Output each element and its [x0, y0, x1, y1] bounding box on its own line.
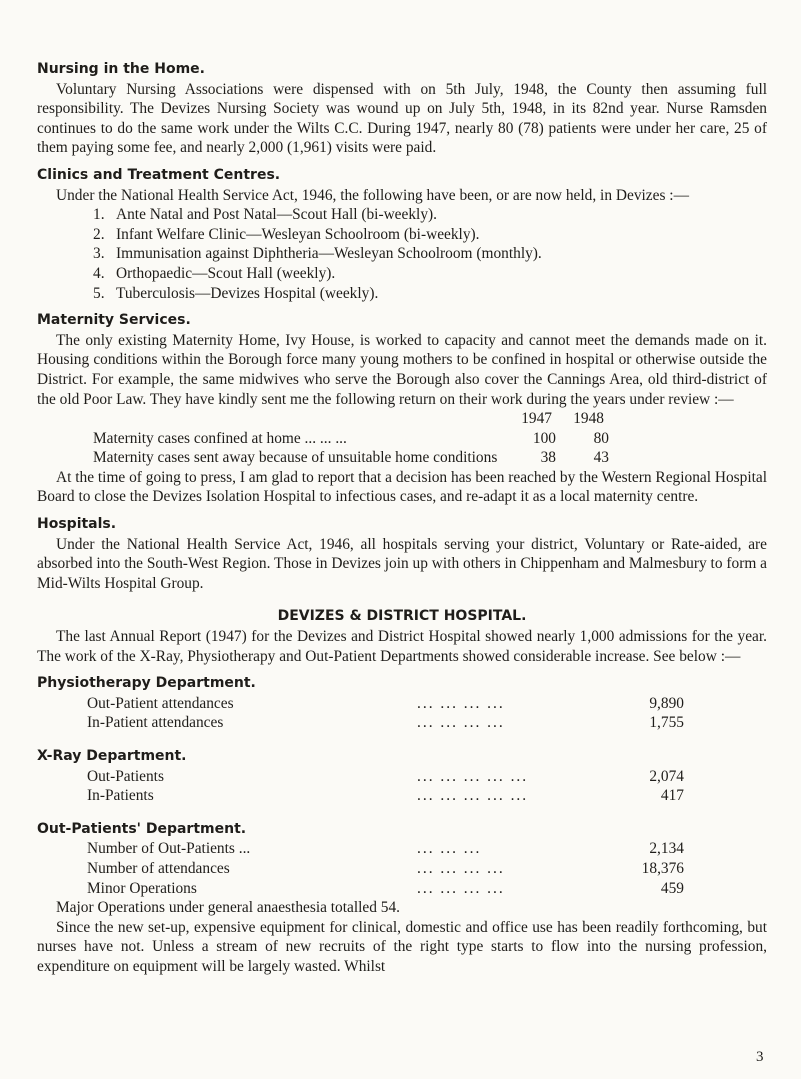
- table-row: In-Patients ... ... ... ... ... 417: [87, 787, 684, 805]
- page-number: 3: [756, 1049, 764, 1065]
- district-hospital-paragraph: The last Annual Report (1947) for the Devizes and District Hospital showed nearly 1,000 admissions for the year. The work of the X-Ray, Physiotherapy and Out-Patient Departments showed considerable increase. See below :—: [37, 628, 767, 665]
- nursing-heading: Nursing in the Home.: [37, 61, 205, 77]
- list-item: 2. Infant Welfare Clinic—Wesleyan Schoolroom (bi-weekly).: [93, 225, 480, 243]
- maternity-paragraph-2: At the time of going to press, I am glad to report that a decision has been reached by the Western Regional Hospital Board to close the Devizes Isolation Hospital to infectious cases, and re-adapt it as a local maternity centre.: [37, 468, 767, 506]
- maternity-heading: Maternity Services.: [37, 312, 191, 329]
- table-row: Maternity cases confined at home ... ... ... 100 80: [93, 429, 609, 447]
- table-row: Number of attendances ... ... ... ... 18,376: [87, 859, 684, 877]
- hospitals-heading: Hospitals.: [37, 516, 117, 533]
- clinics-list: [37, 205, 767, 303]
- table-row: Out-Patients ... ... ... ... ... 2,074: [87, 767, 684, 785]
- list-item: 3. Immunisation against Diphtheria—Wesleyan Schoolroom (monthly).: [93, 245, 542, 263]
- table-row: In-Patient attendances ... ... ... ... 1,755: [87, 714, 684, 732]
- table-row: Out-Patient attendances ... ... ... ... 9,890: [87, 694, 684, 712]
- list-item: 5. Tuberculosis—Devizes Hospital (weekly).: [93, 284, 379, 302]
- physio-heading: Physiotherapy Department.: [37, 675, 256, 692]
- clinics-intro: Under the National Health Service Act, 1946, the following have been, or are now held, in Devizes :—: [56, 186, 689, 204]
- document-page: [37, 60, 767, 977]
- outpatients-heading: Out-Patients' Department.: [37, 820, 247, 837]
- maternity-paragraph: The only existing Maternity Home, Ivy House, is worked to capacity and cannot meet the demands made on it. Housing conditions within the Borough force many young mothers to be confined in hospital or otherwise outside the District. For example, the same midwives who serve the Borough also cover the Cannings Area, old third-district of the old Poor Law. They have kindly sent me the following return on their work during the years under review :—: [37, 331, 767, 408]
- table-row: Minor Operations ... ... ... ... 459: [87, 879, 684, 897]
- closing-paragraph: Since the new set-up, expensive equipment for clinical, domestic and office use has been readily forthcoming, but nurses have not. Unless a stream of new recruits of the right type starts to flow into the nursing profession, expenditure on equipment will be largely wasted. Whilst: [37, 918, 767, 975]
- list-item: 4. Orthopaedic—Scout Hall (weekly).: [93, 264, 336, 282]
- table-row: Number of Out-Patients ... ... ... ... 2,134: [87, 840, 684, 858]
- major-operations-line: Major Operations under general anaesthesia totalled 54.: [56, 899, 401, 917]
- maternity-year-header: [37, 409, 767, 429]
- year-1948: 1948: [573, 410, 604, 428]
- nursing-paragraph: Voluntary Nursing Associations were dispensed with on 5th July, 1948, the County then assuming full responsibility. The Devizes Nursing Society was wound up on July 5th, 1948, in its 82nd year. Nurse Ramsden continues to do the same work under the Wilts C.C. During 1947, nearly 80 (78) patients were under her care, 25 of them paying some fee, and nearly 2,000 (1,961) visits were paid.: [37, 80, 767, 157]
- table-row: Maternity cases sent away because of unsuitable home conditions 38 43: [93, 449, 609, 467]
- clinics-heading: Clinics and Treatment Centres.: [37, 166, 281, 183]
- hospitals-paragraph: Under the National Health Service Act, 1946, all hospitals serving your district, Voluntary or Rate-aided, are absorbed into the South-West Region. Those in Devizes join up with others in Chippenham and Malmesbury to form a Mid-Wilts Hospital Group.: [37, 535, 767, 592]
- xray-heading: X-Ray Department.: [37, 748, 187, 764]
- district-hospital-heading: DEVIZES & DISTRICT HOSPITAL.: [277, 608, 527, 625]
- year-1947: 1947: [521, 410, 552, 428]
- list-item: 1. Ante Natal and Post Natal—Scout Hall (bi-weekly).: [93, 206, 437, 224]
